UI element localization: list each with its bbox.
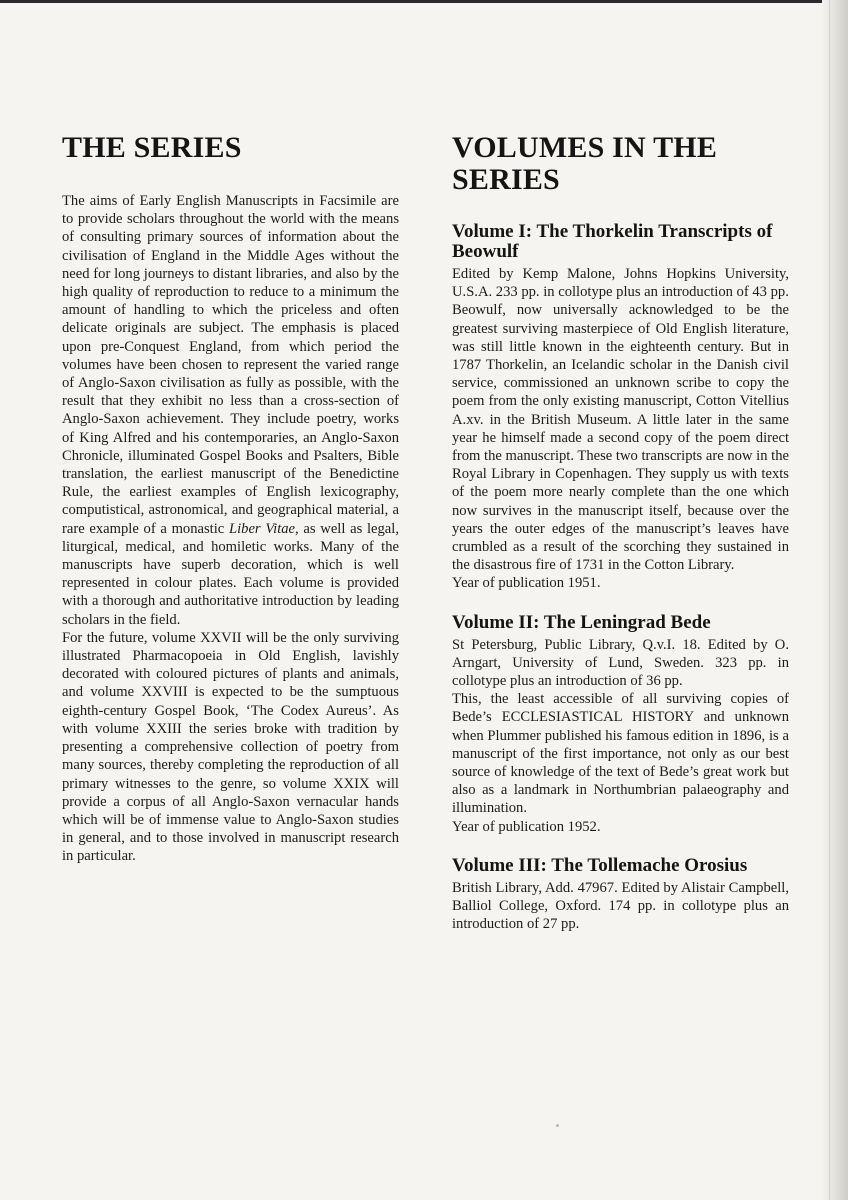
series-column [62,132,399,866]
page-edge-line [829,0,830,1200]
volume-description: Beowulf, now universally acknowledged to be the greatest surviving masterpiece of Old English literature, was still little known in the eighteenth century. But in 1787 Thorkelin, an Icelandic scholar in the Danish civil service, commissioned an unknown scribe to copy the poem from the only existing manuscript, Cotton Vitellius A.xv. in the British Museum. A little later in the same year he himself made a second copy of the poem direct from the manuscript. These two transcripts are now in the Royal Library in Copenhagen. They supply us with texts of the poem more nearly complete than the one which now survives in the manuscript itself, because over the years the outer edges of the manuscript’s leaves have crumbled as a result of the scorching they sustained in the disastrous fire of 1731 in the Cotton Library. [452,302,789,574]
liber-vitae-italic: Liber Vitae [228,520,296,537]
volume-entry-1 [452,222,789,593]
volume-year: Year of publication 1951. [452,575,601,592]
volume-heading: Volume II: The Leningrad Bede [452,611,711,633]
series-future-paragraph: For the future, volume XXVII will be the only surviving illustrated Pharmacopoeia in Old English, lavishly decorated with coloured pictures of plants and animals, and volume XXVIII is expected to be the sumptuous eighth-century Gospel Book, ‘The Codex Aureus’. As with volume XXIII the series broke with tradition by presenting a comprehensive collection of poetry from many sources, thereby completing the reproduction of all primary witnesses to the genre, so volume XXIX will provide a corpus of all Anglo-Saxon vernacular hands which will be of immense value to Anglo-Saxon studies in general, and to those involved in manuscript research in particular. [62,629,399,865]
volume-year: Year of publication 1952. [452,818,601,835]
volume-heading: Volume I: The Thorkelin Transcripts of Beowulf [452,221,773,262]
intro-text-part2: , as well as legal, liturgical, medical, and homiletic works. Many of the manuscripts have superb decoration, which is well represented in colour plates. Each volume is provided with a thorough and authoritative introduction by leading scholars in the field. [62,520,399,628]
volume-details: British Library, Add. 47967. Edited by Alistair Campbell, Balliol College, Oxford. 174 pp. in collotype plus an introduction of 27 pp. [452,879,789,933]
volumes-column [452,132,789,934]
volume-heading: Volume III: The Tollemache Orosius [452,854,748,876]
page-edge-shadow [822,0,848,1200]
volumes-title: VOLUMES IN THE SERIES [452,131,718,196]
intro-text-part1: The aims of Early English Manuscripts in Facsimile are to provide scholars throughout the world with the means of consulting primary sources of information about the civilisation of England in the Middle Ages without the need for long journeys to distant libraries, and also by the high quality of reproduction to reduce to a minimum the amount of handling to which the priceless and often delicate originals are subject. The emphasis is placed upon pre-Conquest England, from which period the volumes have been chosen to represent the varied range of Anglo-Saxon civilisation as fully as possible, with the result that they exhibit no less than a cross-section of Anglo-Saxon achievement. They include poetry, works of King Alfred and his contemporaries, an Anglo-Saxon Chronicle, illuminated Gospel Books and Psalters, Bible translation, the earliest manuscript of the Benedictine Rule, the earliest examples of English lexicography, computistical, astronomical, and geographical material, a rare example of a monastic [62,193,399,537]
volume-entry-2 [452,613,789,836]
series-intro-paragraph [62,192,399,629]
series-title: THE SERIES [62,131,242,164]
paper-speck [556,1124,559,1127]
volume-description: This, the least accessible of all surviving copies of Bede’s ECCLESIASTICAL HISTORY and unknown when Plummer published his famous edition in 1896, is a manuscript of the first importance, not only as our best source of knowledge of the text of Bede’s great work but also as a landmark in Northumbrian palaeography and illumination. [452,691,789,817]
volume-entry-3 [452,856,789,934]
volume-details: St Petersburg, Public Library, Q.v.I. 18. Edited by O. Arngart, University of Lund, Sweden. 323 pp. in collotype plus an introduction of 36 pp. [452,636,789,690]
volume-details: Edited by Kemp Malone, Johns Hopkins University, U.S.A. 233 pp. in collotype plus an introduction of 43 pp. [452,266,789,301]
top-rule [0,0,848,3]
